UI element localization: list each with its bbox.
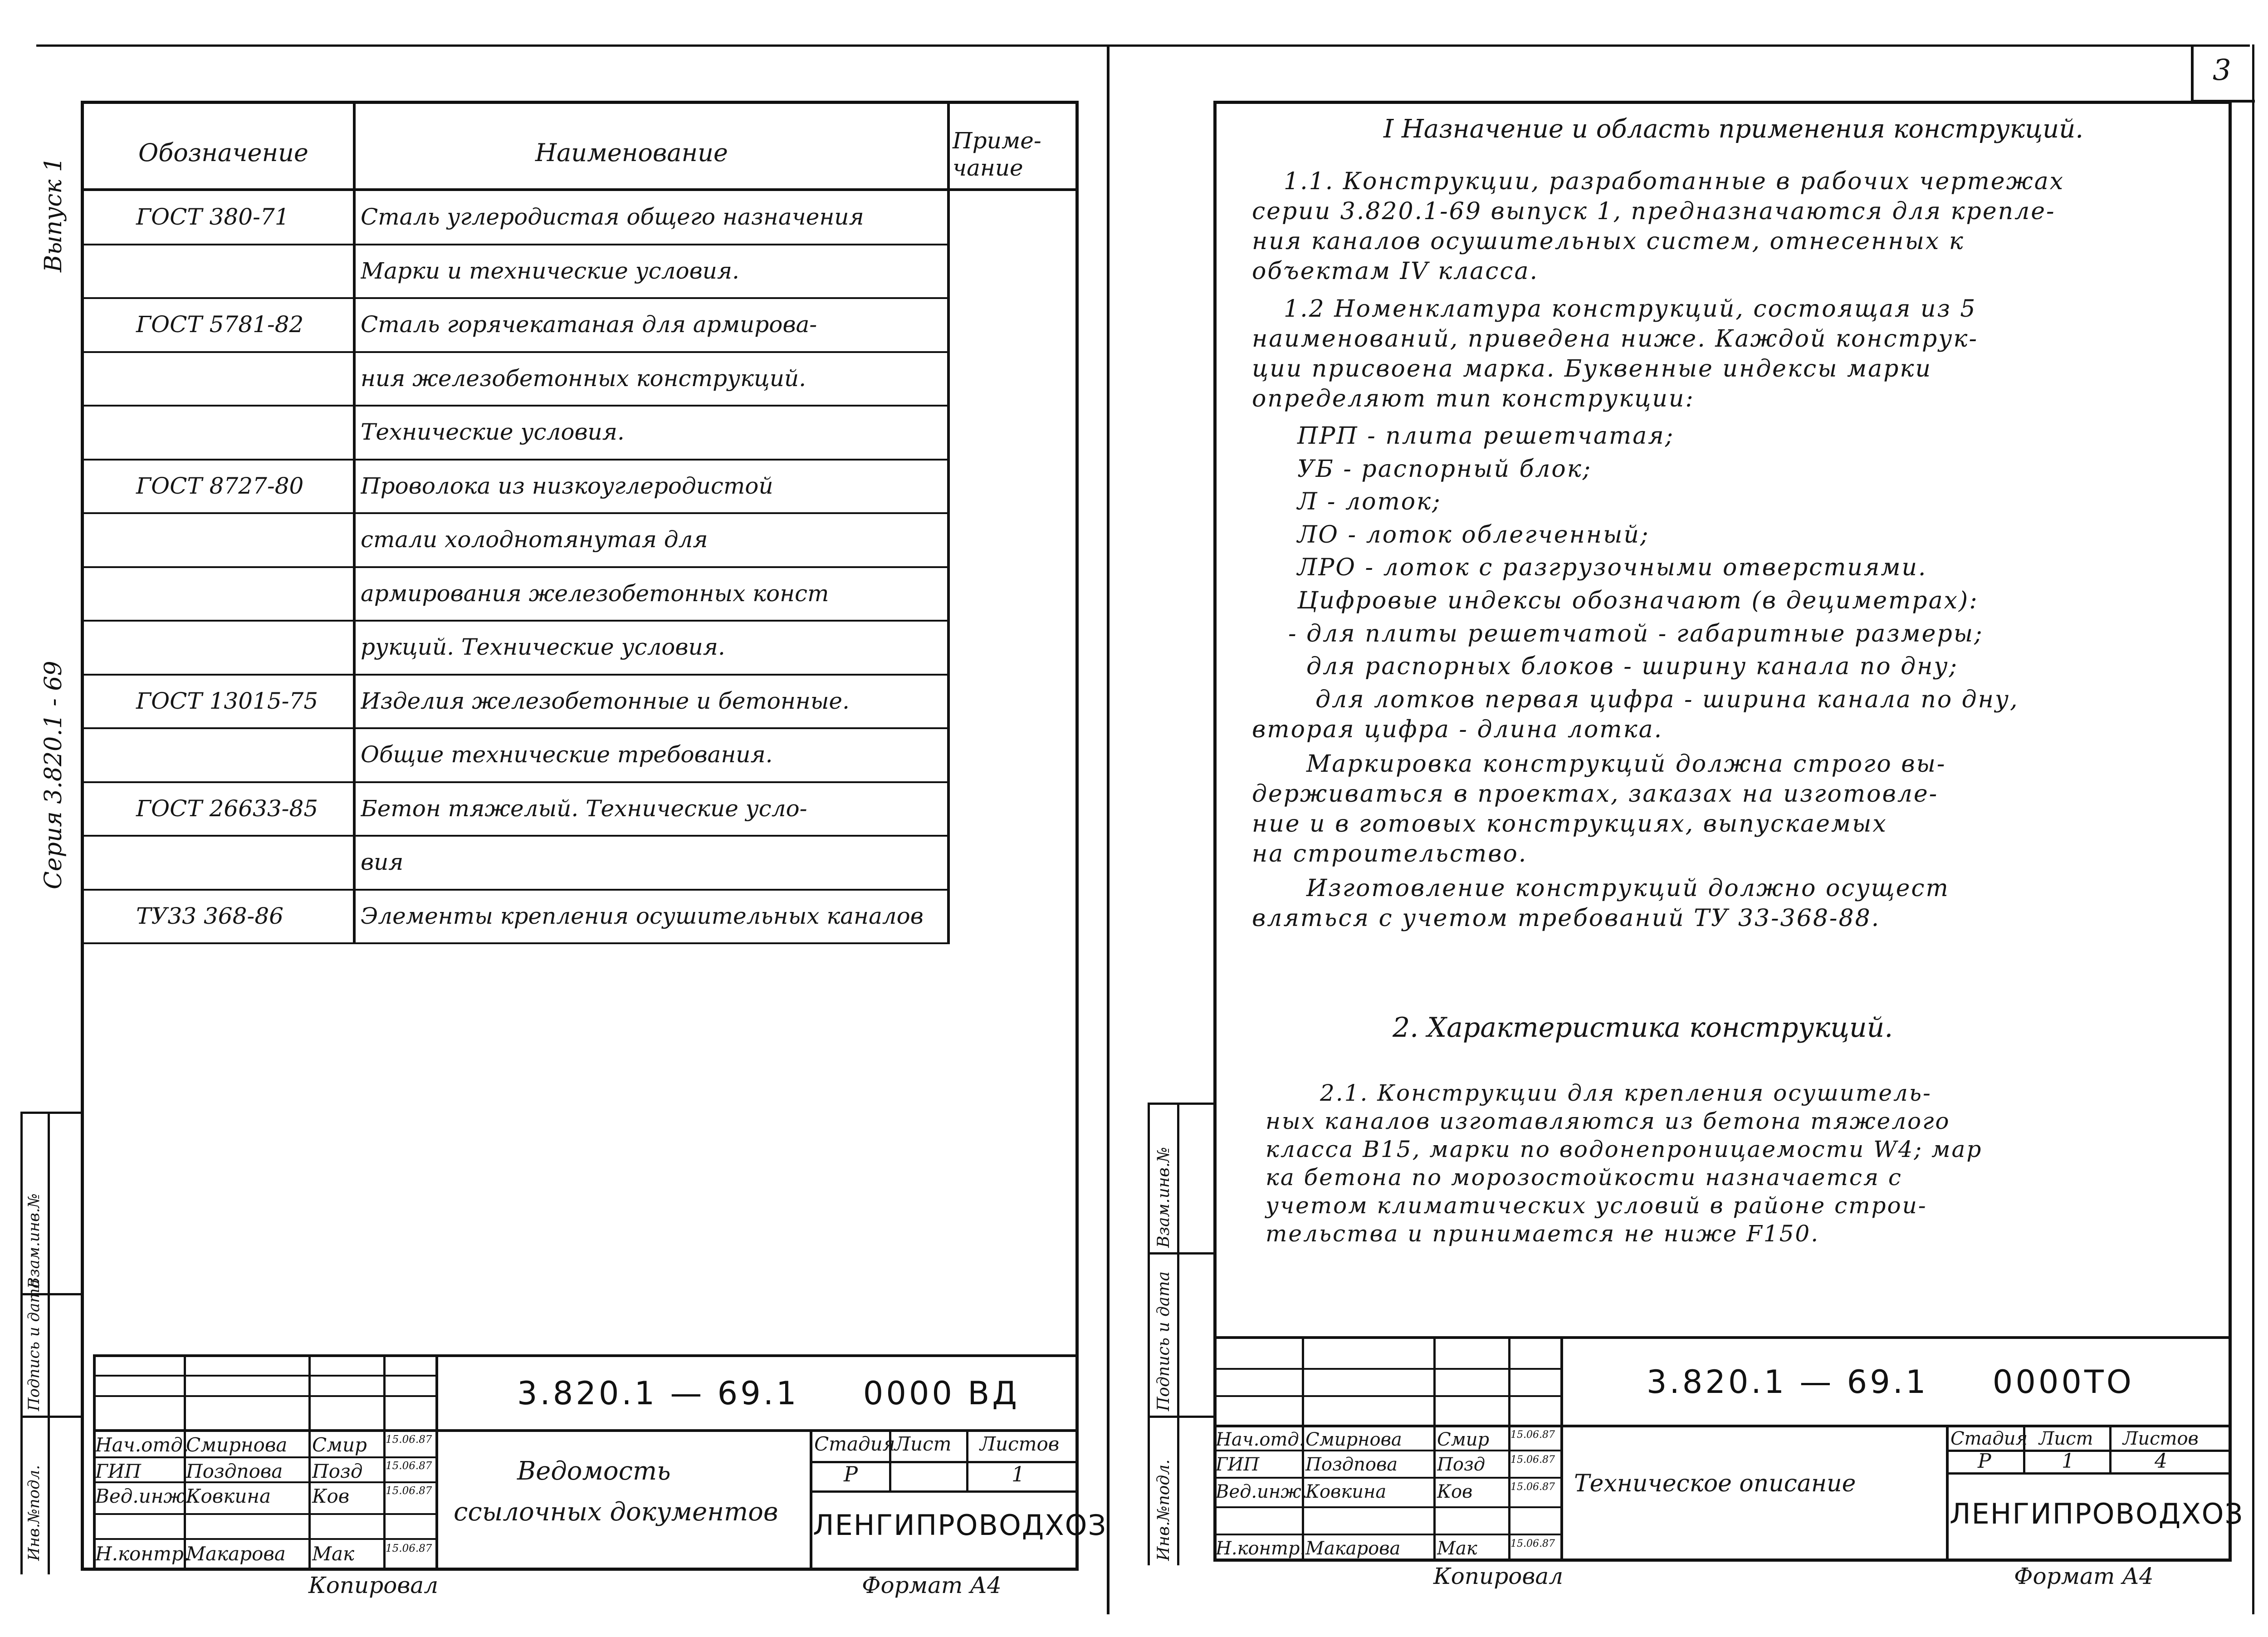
body-line: для лотков первая цифра - ширина канала по дну, [1315,686,2019,713]
signatory-sign: Мак [1437,1538,1477,1559]
table-row-line [81,942,950,944]
signatory-date: 15.06.87 [386,1434,432,1446]
body-line: держиваться в проектах, заказах на изготовле- [1252,780,1939,808]
signatory-date: 15.06.87 [386,1460,432,1472]
row-designation: ГОСТ 13015-75 [136,687,318,714]
left-footer-copied: Копировал [308,1572,439,1598]
body-line: для распорных блоков - ширину канала по дну; [1306,653,1959,681]
signatory-name: Поздnова [1305,1454,1398,1475]
left-margin-inner [48,1112,50,1574]
row-name: Элементы крепления осушительных каналов [361,902,924,929]
signatory-date: 15.06.87 [386,1543,432,1554]
signatory-date: 15.06.87 [386,1485,432,1497]
row-designation: ГОСТ 26633-85 [136,795,318,822]
left-doc-title-2: ссылочных документов [454,1497,778,1527]
header-designation: Обозначение [138,138,308,167]
body-line: объектам IV класса. [1252,258,1539,285]
signatory-name: Смирнова [1305,1429,1402,1450]
left-stage-value: Р [844,1462,858,1486]
body-line: вляться с учетом требований ТУ 33-368-88. [1252,904,1881,932]
right-stage-label: Стадия [1950,1428,2028,1449]
signatory-sign: Мак [312,1543,355,1565]
top-scan-line [36,44,2250,47]
body-line: ных каналов изготавляются из бетона тяжелого [1266,1108,1950,1134]
signatory-role: Вед.инж. [95,1485,191,1507]
left-doc-code: 3.820.1 — 69.1 0000 ВД [517,1375,1020,1412]
table-row-line [81,297,950,299]
row-designation: ТУ33 368-86 [136,902,284,929]
table-row-line [81,835,950,837]
signatory-sign: Смир [312,1434,367,1456]
table-row-line [81,727,950,729]
left-margin-sep3 [20,1416,81,1418]
body-line: ния каналов осушительных систем, отнесенных к [1252,228,1965,255]
table-row-line [81,781,950,783]
signatory-name: Макарова [186,1543,286,1565]
right-sheets-value: 4 [2155,1450,2167,1473]
right-sheet-value: 1 [2062,1450,2074,1473]
section1-title: I Назначение и область применения конструкций. [1383,114,2084,144]
row-designation: ГОСТ 8727-80 [136,472,304,499]
page-number: 3 [2213,54,2231,87]
left-org-name: ЛЕНГИПРОВОДХОЗ [813,1509,1107,1542]
header-name: Наименование [535,138,728,167]
row-name: Сталь углеродистая общего назначения [361,204,864,230]
right-sheets-label: Листов [2123,1428,2199,1449]
table-row-line [81,889,950,891]
left-side-series: Серия 3.820.1 - 69 [40,661,67,889]
row-name: Сталь горячекатаная для армирова- [361,311,817,338]
signatory-name: Поздnова [186,1460,283,1482]
body-line: Л - лоток; [1297,488,1442,516]
table-row-line [81,244,950,245]
left-margin-sep1 [20,1112,81,1114]
body-line: учетом климатических условий в районе строи- [1266,1192,1927,1219]
left-doc-title-1: Ведомость [517,1456,671,1486]
left-side-inv: Инв.№подл. [25,1465,43,1561]
right-side-inv: Инв.№подл. [1154,1459,1173,1561]
signatory-date: 15.06.87 [1510,1481,1555,1493]
row-name: армирования железобетонных конст [361,580,829,607]
row-name: Общие технические требования. [361,741,773,768]
signatory-sign: Позд [312,1460,363,1482]
body-line: 2.1. Конструкции для крепления осушитель- [1320,1080,1932,1106]
left-side-issue: Выпуск 1 [40,157,67,272]
body-line: ЛРО - лоток с разгрузочными отверстиями. [1297,554,1927,582]
row-name: ния железобетонных конструкций. [361,365,807,392]
signatory-name: Ковкина [186,1485,271,1507]
body-line: тельства и принимается не ниже F150. [1266,1220,1820,1247]
body-line: Маркировка конструкций должна строго вы- [1306,750,1946,778]
table-row-line [81,566,950,568]
left-stage-label: Стадия [814,1433,895,1455]
right-org-name: ЛЕНГИПРОВОДХОЗ [1950,1497,2244,1530]
table-row-line [81,405,950,407]
right-scan-line [2252,44,2254,1614]
signatory-date: 15.06.87 [1510,1538,1555,1549]
row-name: Изделия железобетонные и бетонные. [361,687,850,714]
signatory-role: ГИП [95,1460,142,1482]
body-line: - для плиты решетчатой - габаритные размеры; [1288,620,1984,647]
row-name: вия [361,849,404,875]
left-sheet-label: Лист [894,1433,952,1455]
left-margin-line [20,1112,23,1574]
body-line: на строительство. [1252,840,1528,868]
body-line: вторая цифра - длина лотка. [1252,716,1663,743]
signatory-role: Нач.отд. [95,1434,189,1456]
row-name: рукций. Технические условия. [361,634,725,660]
signatory-name: Макарова [1305,1538,1401,1559]
body-line: УБ - распорный блок; [1297,455,1592,483]
row-name: Марки и технические условия. [361,257,739,284]
body-line: серии 3.820.1-69 выпуск 1, предназначаются для крепле- [1252,198,2056,225]
body-line: Изготовление конструкций должно осущест [1306,874,1950,902]
signatory-sign: Позд [1437,1454,1486,1475]
signatory-date: 15.06.87 [1510,1454,1555,1465]
left-sheets-value: 1 [1012,1462,1025,1486]
left-side-signdate: Подпись и дата [25,1279,43,1411]
signatory-sign: Смир [1437,1429,1490,1450]
table-row-line [81,674,950,676]
row-designation: ГОСТ 5781-82 [136,311,304,338]
center-fold-line [1107,44,1110,1614]
body-line: класса В15, марки по водонепроницаемости W4; мар [1266,1136,1983,1162]
row-name: Технические условия. [361,419,625,445]
signatory-name: Ковкина [1305,1481,1387,1502]
body-line: ка бетона по морозостойкости назначается с [1266,1164,1902,1191]
right-doc-code: 3.820.1 — 69.1 0000ТО [1647,1363,2134,1401]
signatory-role: Вед.инж. [1216,1481,1307,1502]
right-doc-title: Техническое описание [1574,1470,1856,1497]
table-row-line [81,351,950,353]
row-name: стали холоднотянутая для [361,526,708,553]
signatory-role: Нач.отд. [1216,1429,1305,1450]
body-line: ции присвоена марка. Буквенные индексы марки [1252,355,1932,382]
table-row-line [81,620,950,622]
signatory-date: 15.06.87 [1510,1429,1555,1441]
section2-title: 2. Характеристика конструкций. [1393,1012,1893,1044]
table-row-line [81,459,950,461]
left-side-replaced: Взам.инв.№ [25,1193,43,1289]
signatory-role: Н.контр. [1216,1538,1306,1559]
signatory-sign: Ков [1437,1481,1473,1502]
right-side-signdate: Подпись и дата [1154,1271,1173,1411]
header-note: Приме- чание [953,127,1041,181]
right-stage-value: Р [1978,1450,1991,1473]
right-sheet-label: Лист [2039,1428,2093,1449]
right-footer-copied: Копировал [1433,1563,1564,1589]
signatory-sign: Ков [312,1485,350,1507]
body-line: ЛО - лоток облегченный; [1297,521,1650,549]
signatory-name: Смирнова [186,1434,288,1456]
body-line: определяют тип конструкции: [1252,385,1695,412]
row-name: Бетон тяжелый. Технические усло- [361,795,807,822]
left-sheets-label: Листов [980,1433,1060,1455]
signatory-role: ГИП [1216,1454,1260,1475]
signatory-role: Н.контр. [95,1543,190,1565]
right-footer-format: Формат А4 [2014,1563,2154,1589]
body-line: Цифровые индексы обозначают (в дециметрах): [1297,587,1979,614]
body-line: 1.2 Номенклатура конструкций, состоящая из 5 [1284,295,1977,323]
body-line: 1.1. Конструкции, разработанные в рабочих чертежах [1284,168,2065,195]
right-side-replaced: Взам.инв.№ [1154,1147,1173,1248]
body-line: наименований, приведена ниже. Каждой конструк- [1252,325,1979,353]
body-line: ние и в готовых конструкциях, выпускаемых [1252,810,1887,838]
body-line: ПРП - плита решетчатая; [1297,422,1675,450]
left-footer-format: Формат А4 [862,1572,1002,1598]
row-name: Проволока из низкоуглеродистой [361,472,773,499]
table-row-line [81,512,950,514]
row-designation: ГОСТ 380-71 [136,204,289,230]
